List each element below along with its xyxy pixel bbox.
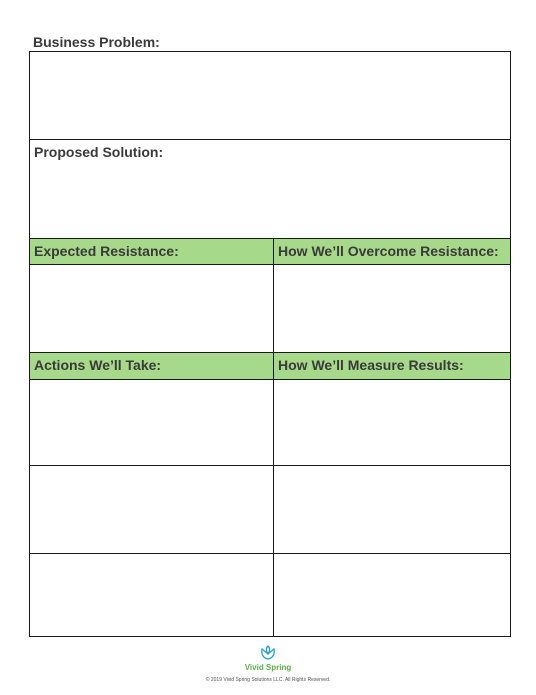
business-problem-label: Business Problem: [33,34,160,50]
action-cell-3[interactable] [29,553,274,637]
expected-resistance-header: Expected Resistance: [29,238,274,265]
overcome-resistance-header: How We’ll Overcome Resistance: [273,238,511,265]
action-cell-1[interactable] [29,379,274,466]
proposed-solution-box[interactable] [29,139,511,239]
copyright-notice: © 2019 Vivid Spring Solutions LLC. All Rights Reserved. [205,677,331,683]
action-cell-2[interactable] [29,465,274,554]
overcome-resistance-cell[interactable] [273,264,511,353]
measure-results-header: How We’ll Measure Results: [273,352,511,380]
tulip-icon [259,645,277,661]
proposed-solution-label: Proposed Solution: [34,144,164,160]
measure-cell-1[interactable] [273,379,511,466]
measure-cell-3[interactable] [273,553,511,637]
expected-resistance-cell[interactable] [29,264,274,353]
actions-header: Actions We’ll Take: [29,352,274,380]
measure-cell-2[interactable] [273,465,511,554]
brand-name: Vivid Spring [244,663,292,672]
business-problem-box[interactable] [29,51,511,140]
